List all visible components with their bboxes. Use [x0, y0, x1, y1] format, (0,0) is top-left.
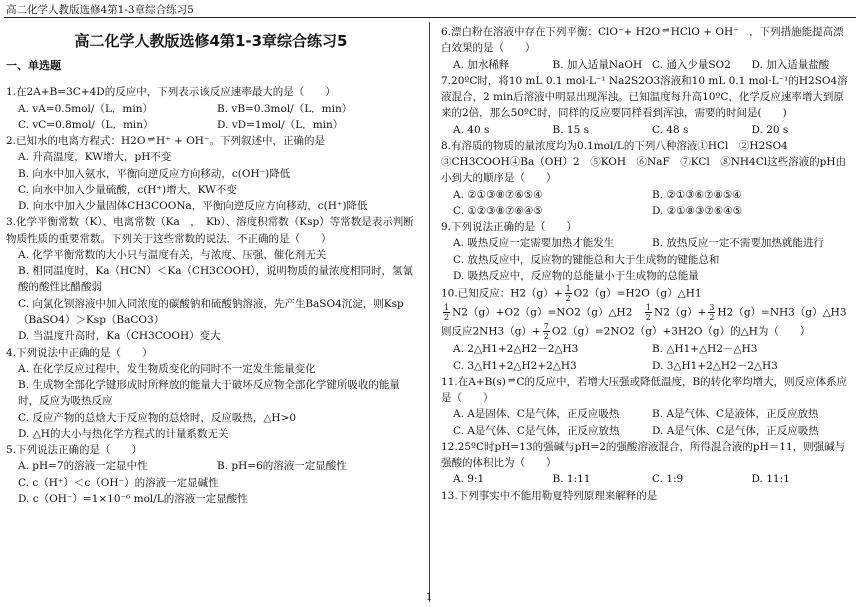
question-2-stem-post: H⁺ + OH⁻。下列叙述中，正确的是 [156, 135, 325, 148]
q10-line1-post: O2（g）=H2O（g）△H1 [573, 287, 702, 300]
q9-option-a: A. 吸热反应一定需要加热才能发生 [453, 237, 615, 250]
q4-option-a: A. 在化学反应过程中，发生物质变化的同时不一定发生能量变化 [18, 362, 316, 375]
q12-option-d: D. 11:1 [751, 473, 790, 486]
q2-option-c: C. 向水中加入少量硫酸，c(H⁺)增大，KW不变 [18, 183, 237, 196]
q5-option-d: D. c（OH⁻）=1×10⁻⁶ mol/L的溶液一定显酸性 [18, 492, 248, 505]
q8-option-c: C. ①②③⑧⑦⑥④⑤ [453, 204, 543, 217]
question-4 [6, 345, 416, 443]
question-3-stem: 3.化学平衡常数（K）、电离常数（Ka ， Kb）、溶度积常数（Ksp）等常数是表示判断物质性质的重要常数。下列关于这些常数的说法．不正确的是（ ） [6, 216, 414, 245]
q10-line2-a: N2（g）+O2（g）=NO2（g）△H2 [452, 306, 633, 319]
q10-line2-b: N2（g）+ [654, 306, 707, 319]
q2-option-a: A. 升高温度，KW增大，pH不变 [18, 151, 172, 164]
q10-option-a: A. 2△H1+2△H2－2△H3 [453, 343, 579, 356]
question-5 [6, 442, 416, 507]
q10-line3-post: O2（g）=2NO2（g）+3H2O（g）的△H为（ ） [551, 325, 811, 338]
q4-option-d: D. △H的大小与热化学方程式的计量系数无关 [18, 427, 229, 440]
equilibrium-arrow-icon: ⇌ [662, 26, 669, 37]
q3-option-c: C. 向氯化钡溶液中加入同浓度的碳酸钠和硫酸钠溶液，先产生BaSO4沉淀，则Ksp（BaSO4）＞Ksp（BaCO3） [18, 297, 404, 327]
question-5-stem: 5.下列说法正确的是（ ） [6, 444, 143, 457]
fraction-seven-halves: $\frac{7}{2}$ [543, 322, 549, 342]
question-6-stem-pre: 6.漂白粉在溶液中存在下列平衡：ClO⁻+ H2O [441, 26, 661, 38]
question-12 [441, 439, 851, 488]
q9-option-d: D. 吸热反应中，反应物的总能量小于生成物的总能量 [453, 269, 699, 282]
question-11 [441, 374, 851, 439]
fraction-half: $\frac{1}{2}$ [565, 284, 571, 304]
question-11-stem-pre: 11.在A+B(s) [441, 375, 506, 388]
fraction-three-halves: $\frac{3}{2}$ [709, 303, 715, 323]
q9-option-b: B. 放热反应一定不需要加热就能进行 [652, 237, 824, 250]
q7-option-c: C. 48 s [652, 123, 689, 136]
q1-option-d: D. vD=1mol/（L．min） [217, 118, 344, 131]
q10-option-b: B. △H1+△H2－△H3 [652, 343, 758, 356]
left-column [6, 24, 416, 507]
q7-option-a: A. 40 s [453, 123, 490, 136]
question-9-stem: 9.下列说法正确的是（ ） [441, 221, 578, 234]
q9-option-c: C. 放热反应中，反应物的键能总和大于生成物的键能总和 [453, 253, 720, 266]
q5-option-a: A. pH=7的溶液一定显中性 [18, 460, 148, 473]
question-10 [441, 284, 851, 374]
q11-option-b: B. A是气体、C是液体，正反应放热 [652, 408, 819, 421]
right-column [441, 24, 851, 504]
q3-option-d: D. 当温度升高时，Ka（CH3COOH）变大 [18, 330, 221, 343]
q2-option-b: B. 向水中加入氨水，平衡向逆反应方向移动，c(OH⁻)降低 [18, 167, 291, 180]
equilibrium-arrow-icon: ⇌ [147, 135, 155, 146]
question-3 [6, 214, 416, 344]
q4-option-b: B. 生成物全部化学键形成时所释放的能量大于破坏反应物全部化学键所吸收的能量时，反应为吸热反应 [18, 379, 400, 408]
q6-option-c: C. 通入少量SO2 [652, 58, 731, 71]
q1-option-c: C. vC=0.8mol/（L．min） [18, 118, 154, 131]
question-2 [6, 133, 416, 214]
q4-option-c: C. 反应产物的总焓大于反应物的总焓时，反应吸热，△H>0 [18, 411, 297, 424]
question-13-stem: 13.下列事实中不能用勒夏特列原理来解释的是 [441, 489, 658, 502]
question-6 [441, 24, 851, 73]
q8-option-d: D. ②①⑧③⑦⑥④⑤ [652, 204, 743, 217]
question-13 [441, 488, 851, 504]
q11-option-d: D. A是气体、C是气体，正反应吸热 [652, 424, 819, 437]
running-header: 高二化学人教版选修4第1-3章综合练习5 [6, 4, 194, 16]
q7-option-b: B. 15 s [552, 123, 589, 136]
question-4-stem: 4.下列说法中正确的是（ ） [6, 346, 153, 359]
question-8-stem: 8.有溶质的物质的量浓度均为0.1mol/L的下列八种溶液①HCl ②H2SO4 ③CH3COOH④Ba（OH）2 ⑤KOH ⑥NaF ⑦KCl ⑧NH4Cl这些溶液的pH由小到大的顺序是（ ） [441, 139, 847, 185]
equilibrium-arrow-icon: ⇌ [507, 375, 515, 386]
column-divider [429, 22, 430, 602]
q10-line2-c: H2（g）=NH3（g）△H3 [717, 306, 847, 319]
q5-option-c: C. c（H⁺）＜c（OH⁻）的溶液一定显碱性 [18, 476, 219, 489]
question-1-stem: 1.在2A+B=3C+4D的反应中，下列表示该反应速率最大的是（ ） [6, 86, 336, 99]
q6-option-d: D. 加入适量盐酸 [751, 58, 830, 71]
q8-option-b: B. ②①③⑥⑦⑧⑤④ [652, 188, 742, 201]
fraction-half: $\frac{1}{2}$ [645, 303, 651, 323]
question-8 [441, 138, 851, 219]
question-12-stem: 12.25ºC时pH=13的强碱与pH=2的强酸溶液混合，所得混合液的pH＝11，则强碱与强酸的体积比为（ ） [441, 440, 846, 470]
q10-option-d: D. 3△H1+2△H2－2△H3 [652, 359, 778, 372]
q3-option-b: B. 相同温度时，Ka（HCN）＜Ka（CH3COOH），说明物质的量浓度相同时，氢氰酸的酸性比醋酸弱 [18, 265, 414, 294]
q11-option-c: C. A是气体、C是气体，正反应放热 [453, 424, 620, 437]
q1-option-a: A. vA=0.5mol/（L．min） [18, 102, 153, 115]
page-number: 1 [426, 592, 433, 603]
question-9 [441, 219, 851, 284]
q11-option-a: A. A是固体、C是气体，正反应吸热 [453, 408, 620, 421]
fraction-half: $\frac{1}{2}$ [444, 303, 450, 323]
question-7-stem: 7.20ºC时，将10 mL 0.1 mol·L⁻¹ Na2S2O3溶液和10 mL 0.1 mol·L⁻¹的H2SO4溶液混合，2 min后溶液中明显出现浑浊。已知温度每升高10ºC，化学反应速率增大到原来的2倍，那么50ºC时，同样的反应要同样看到浑浊，需要的时间是( ) [441, 74, 848, 120]
q12-option-a: A. 9:1 [453, 473, 485, 486]
q8-option-a: A. ②①③⑧⑦⑥⑤④ [453, 188, 543, 201]
q12-option-b: B. 1:11 [552, 473, 591, 486]
q12-option-c: C. 1:9 [652, 473, 684, 486]
page-title: 高二化学人教版选修4第1-3章综合练习5 [74, 32, 348, 50]
question-11-stem-post: C的反应中，若增大压强或降低温度，B的转化率均增大，则反应体系应是（ ） [441, 375, 848, 405]
question-7 [441, 73, 851, 138]
q10-line3-pre: 则反应2NH3（g）+ [441, 325, 541, 338]
q5-option-b: B. pH=6的溶液一定显酸性 [217, 460, 347, 473]
q3-option-a: A. 化学平衡常数的大小只与温度有关，与浓度、压强、催化剂无关 [18, 248, 327, 261]
question-1 [6, 84, 416, 133]
header-rule [4, 17, 856, 18]
q6-option-b: B. 加入适量NaOH [552, 58, 643, 71]
q7-option-d: D. 20 s [751, 123, 789, 136]
q10-line1-pre: 10.已知反应：H2（g）+ [441, 287, 563, 300]
question-6-stem-post: HClO + OH⁻ ，下列措施能提高漂白效果的是（ ） [441, 26, 844, 55]
q1-option-b: B. vB=0.3mol/（L．min） [217, 102, 353, 115]
q6-option-a: A. 加水稀释 [453, 58, 510, 71]
question-2-stem-pre: 2.已知水的电离方程式：H2O [6, 135, 146, 148]
q10-option-c: C. 3△H1+2△H2+2△H3 [453, 359, 577, 372]
section-heading: 一、单选题 [6, 59, 61, 73]
q2-option-d: D. 向水中加入少量固体CH3COONa，平衡向逆反应方向移动，c(H⁺)降低 [18, 200, 368, 213]
